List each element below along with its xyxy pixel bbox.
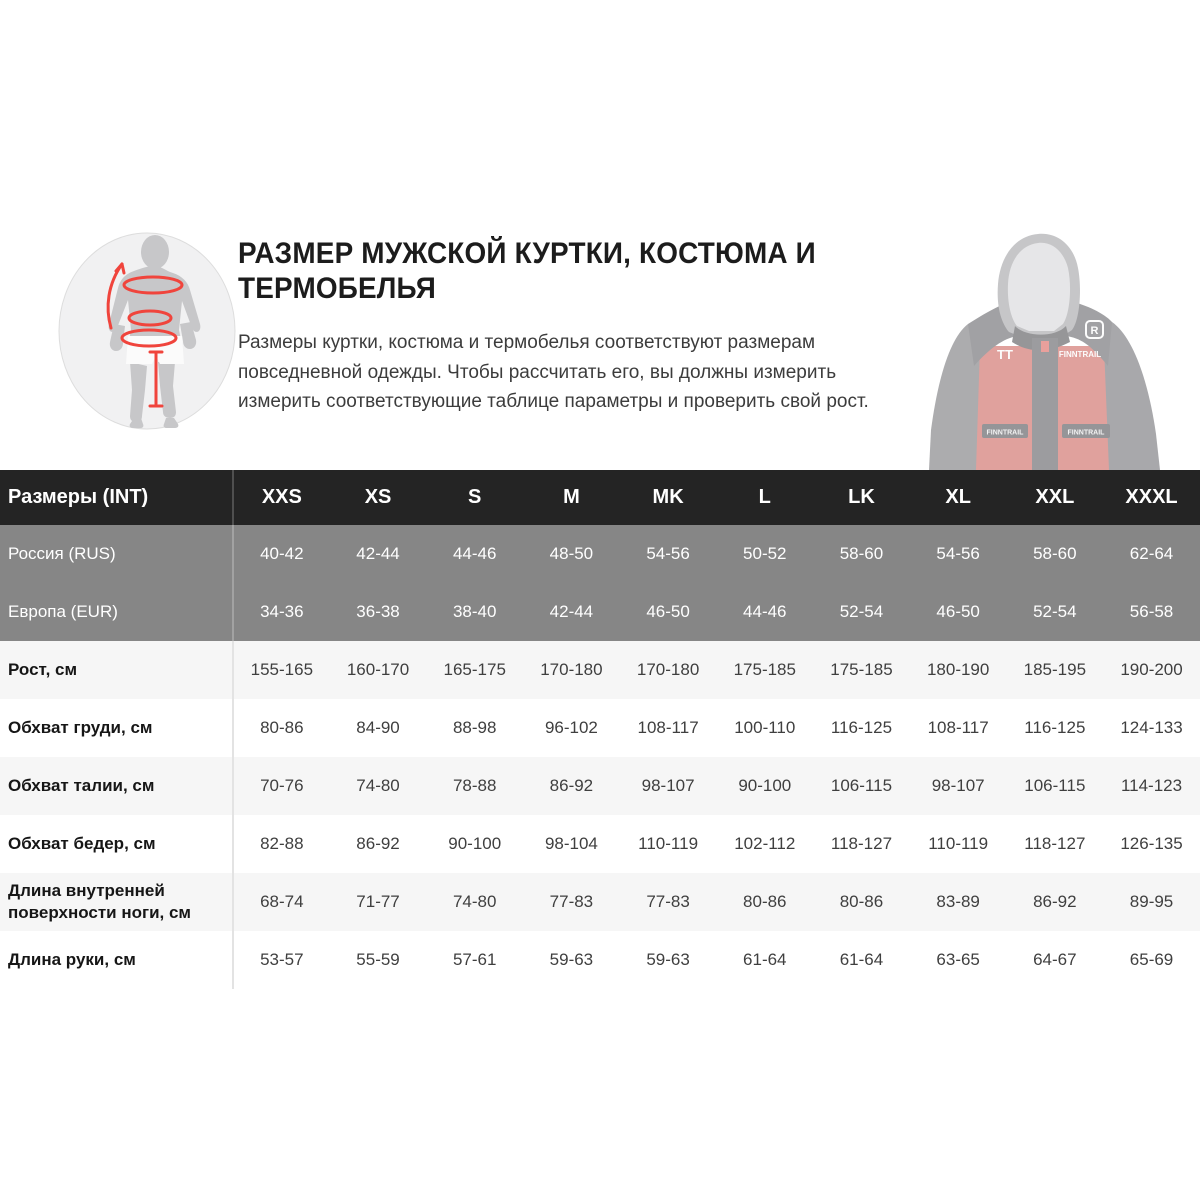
size-cell: 61-64 (716, 931, 813, 989)
size-cell: 190-200 (1103, 641, 1200, 699)
row-label: Обхват талии, см (0, 757, 233, 815)
size-column-header: XXS (233, 470, 330, 525)
size-column-header: S (426, 470, 523, 525)
size-cell: 185-195 (1007, 641, 1104, 699)
jacket-illustration (928, 228, 1200, 470)
size-cell: 98-104 (523, 815, 620, 873)
size-cell: 84-90 (330, 699, 427, 757)
jacket-logo2-text: TT (997, 347, 1013, 362)
body-measurement-icon (58, 232, 236, 430)
size-cell: 70-76 (233, 757, 330, 815)
jacket-pocket-left-text: FINNTRAIL (986, 429, 1024, 437)
row-label: Обхват бедер, см (0, 815, 233, 873)
page-title: РАЗМЕР МУЖСКОЙ КУРТКИ, КОСТЮМА И ТЕРМОБЕЛЬЯ (238, 237, 816, 306)
size-cell: 86-92 (1007, 873, 1104, 931)
size-cell: 42-44 (523, 583, 620, 641)
size-cell: 58-60 (813, 525, 910, 583)
jacket-brand-text: FINNTRAIL (1058, 350, 1102, 359)
size-cell: 90-100 (426, 815, 523, 873)
size-cell: 46-50 (910, 583, 1007, 641)
size-cell: 52-54 (1007, 583, 1104, 641)
row-label: Европа (EUR) (0, 583, 233, 641)
table-row (0, 873, 1200, 931)
size-cell: 65-69 (1103, 931, 1200, 989)
size-cell: 82-88 (233, 815, 330, 873)
size-cell: 86-92 (330, 815, 427, 873)
size-cell: 55-59 (330, 931, 427, 989)
size-cell: 160-170 (330, 641, 427, 699)
size-cell: 77-83 (620, 873, 717, 931)
table-row (0, 699, 1200, 757)
size-cell: 52-54 (813, 583, 910, 641)
jacket-pocket-right-text: FINNTRAIL (1067, 429, 1105, 437)
size-cell: 108-117 (910, 699, 1007, 757)
size-column-header: MK (620, 470, 717, 525)
intro-text-block (238, 236, 938, 417)
size-guide-intro (0, 228, 1200, 470)
body-measurement-illustration (58, 232, 236, 430)
size-cell: 114-123 (1103, 757, 1200, 815)
size-cell: 106-115 (813, 757, 910, 815)
size-cell: 80-86 (233, 699, 330, 757)
size-cell: 116-125 (1007, 699, 1104, 757)
size-cell: 98-107 (620, 757, 717, 815)
size-cell: 36-38 (330, 583, 427, 641)
size-cell: 48-50 (523, 525, 620, 583)
row-label: Рост, см (0, 641, 233, 699)
size-cell: 180-190 (910, 641, 1007, 699)
table-row (0, 641, 1200, 699)
size-cell: 61-64 (813, 931, 910, 989)
size-cell: 57-61 (426, 931, 523, 989)
size-cell: 63-65 (910, 931, 1007, 989)
size-column-header: XL (910, 470, 1007, 525)
size-cell: 78-88 (426, 757, 523, 815)
size-cell: 170-180 (620, 641, 717, 699)
size-cell: 89-95 (1103, 873, 1200, 931)
row-label: Длина руки, см (0, 931, 233, 989)
size-cell: 108-117 (620, 699, 717, 757)
size-cell: 118-127 (1007, 815, 1104, 873)
size-cell: 56-58 (1103, 583, 1200, 641)
jacket-product-image (928, 228, 1200, 470)
size-column-header: XS (330, 470, 427, 525)
table-header-row (0, 470, 1200, 525)
size-cell: 170-180 (523, 641, 620, 699)
size-cell: 59-63 (523, 931, 620, 989)
size-cell: 46-50 (620, 583, 717, 641)
table-row (0, 583, 1200, 641)
size-cell: 40-42 (233, 525, 330, 583)
size-cell: 118-127 (813, 815, 910, 873)
size-cell: 116-125 (813, 699, 910, 757)
table-row (0, 815, 1200, 873)
row-label: Обхват груди, см (0, 699, 233, 757)
size-cell: 80-86 (813, 873, 910, 931)
table-row (0, 525, 1200, 583)
size-cell: 44-46 (716, 583, 813, 641)
size-cell: 90-100 (716, 757, 813, 815)
size-cell: 53-57 (233, 931, 330, 989)
size-cell: 34-36 (233, 583, 330, 641)
size-cell: 42-44 (330, 525, 427, 583)
size-cell: 106-115 (1007, 757, 1104, 815)
size-column-header: XXXL (1103, 470, 1200, 525)
size-cell: 74-80 (330, 757, 427, 815)
size-cell: 86-92 (523, 757, 620, 815)
size-cell: 58-60 (1007, 525, 1104, 583)
size-column-header: L (716, 470, 813, 525)
size-cell: 80-86 (716, 873, 813, 931)
size-cell: 110-119 (620, 815, 717, 873)
size-cell: 98-107 (910, 757, 1007, 815)
size-cell: 68-74 (233, 873, 330, 931)
size-column-header: LK (813, 470, 910, 525)
size-column-header: M (523, 470, 620, 525)
table-row (0, 931, 1200, 989)
size-cell: 38-40 (426, 583, 523, 641)
size-cell: 126-135 (1103, 815, 1200, 873)
size-cell: 124-133 (1103, 699, 1200, 757)
size-cell: 64-67 (1007, 931, 1104, 989)
jacket-logo-text: R (1090, 325, 1099, 337)
size-cell: 77-83 (523, 873, 620, 931)
size-cell: 96-102 (523, 699, 620, 757)
size-cell: 102-112 (716, 815, 813, 873)
size-cell: 155-165 (233, 641, 330, 699)
size-cell: 110-119 (910, 815, 1007, 873)
size-column-header: XXL (1007, 470, 1104, 525)
size-cell: 74-80 (426, 873, 523, 931)
size-cell: 175-185 (716, 641, 813, 699)
row-label: Длина внутренней поверхности ноги, см (0, 873, 233, 931)
row-label: Россия (RUS) (0, 525, 233, 583)
size-cell: 54-56 (620, 525, 717, 583)
size-cell: 71-77 (330, 873, 427, 931)
size-cell: 54-56 (910, 525, 1007, 583)
size-chart-table (0, 470, 1200, 989)
size-cell: 175-185 (813, 641, 910, 699)
size-cell: 88-98 (426, 699, 523, 757)
size-cell: 50-52 (716, 525, 813, 583)
table-row (0, 757, 1200, 815)
size-cell: 100-110 (716, 699, 813, 757)
size-cell: 83-89 (910, 873, 1007, 931)
size-cell: 59-63 (620, 931, 717, 989)
table-header-label: Размеры (INT) (0, 470, 233, 525)
size-cell: 44-46 (426, 525, 523, 583)
size-cell: 165-175 (426, 641, 523, 699)
page-description: Размеры куртки, костюма и термобелья соответствуют размерам повседневной одежды. Чтобы рассчитать его, вы должны измерить измерить соответствующие таблице параметры и проверить свой рост. (238, 332, 869, 413)
size-cell: 62-64 (1103, 525, 1200, 583)
